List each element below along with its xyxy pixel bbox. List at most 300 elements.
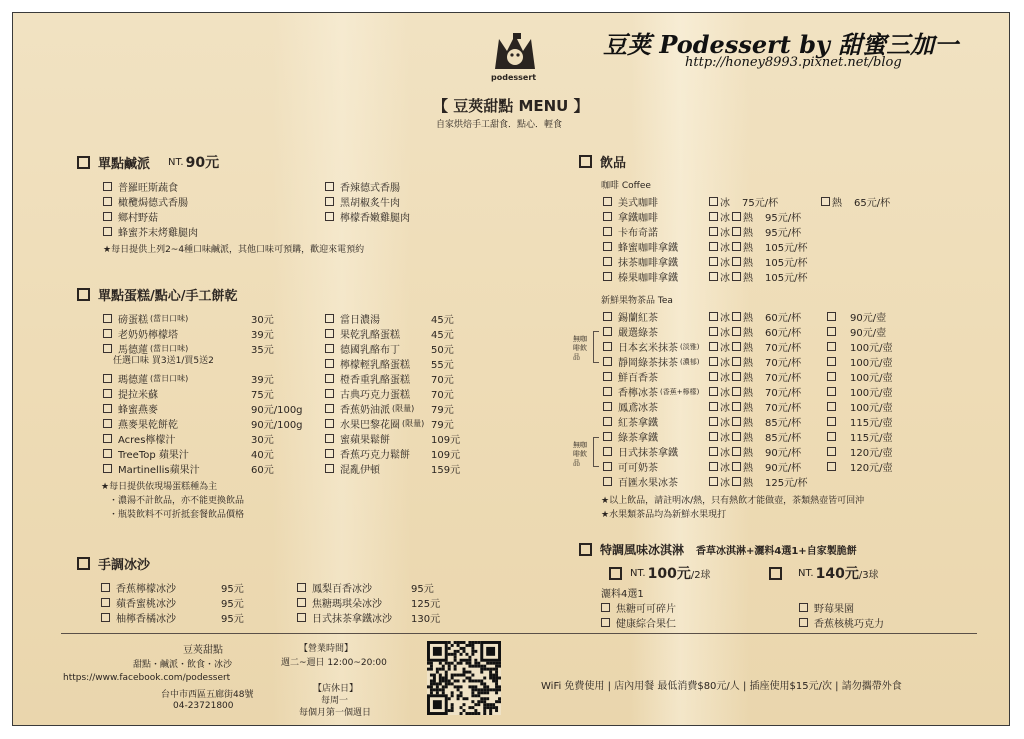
checkbox — [821, 197, 830, 206]
list-item — [603, 269, 678, 284]
item-price: 130元 — [411, 614, 441, 625]
item-name: 卡布奇諾 — [618, 228, 658, 239]
list-item: 蜂蜜芥末烤雞腿肉 — [103, 224, 198, 239]
item-name: 綠茶拿鐵 — [618, 433, 658, 444]
list-item — [603, 399, 658, 414]
facebook-link[interactable]: https://www.facebook.com/podessert — [63, 673, 231, 683]
list-item — [103, 401, 158, 416]
checkbox — [103, 182, 112, 191]
list-item — [603, 339, 699, 354]
list-item: 普羅旺斯蔬食 — [103, 179, 178, 194]
item-price: 95元/杯 — [765, 213, 802, 224]
item-name: 提拉米蘇 — [118, 390, 158, 401]
item-note: (淡雅) — [680, 342, 700, 351]
checkbox — [732, 227, 741, 236]
item-name: 檸檬輕乳酪蛋糕 — [340, 360, 410, 371]
checkbox — [732, 417, 741, 426]
item-price: 75元/杯 — [742, 198, 779, 209]
list-item — [103, 311, 188, 326]
item-price: 115元/壺 — [850, 418, 893, 429]
item-name: 嚴選綠茶 — [618, 328, 658, 339]
checkbox — [732, 342, 741, 351]
item-name: 蜜蘋果鬆餅 — [340, 435, 390, 446]
checkbox — [77, 557, 90, 570]
item-name: 鳳梨百香冰沙 — [312, 584, 372, 595]
item-price: 75元 — [251, 390, 274, 401]
item-name: 鳳鳶冰茶 — [618, 403, 658, 414]
item-name: 德國乳酪布丁 — [340, 345, 400, 356]
item-price: 79元 — [431, 420, 454, 431]
pot-option — [827, 459, 892, 474]
list-item — [603, 414, 658, 429]
item-price: 70元 — [431, 390, 454, 401]
menu-subtitle: 自家烘焙手工甜食．點心．輕食 — [436, 120, 563, 130]
item-name: 可可奶茶 — [618, 463, 658, 474]
option-label: 冰 — [720, 198, 730, 209]
item-name: 焦糖瑪琪朵冰沙 — [312, 599, 382, 610]
cakes-note-3: ・瓶裝飲料不可折抵套餐飲品價格 — [109, 510, 245, 520]
checkbox — [709, 227, 718, 236]
checkbox — [77, 156, 90, 169]
list-item: 黑胡椒炙牛肉 — [325, 194, 400, 209]
item-price: 70元 — [431, 375, 454, 386]
checkbox — [601, 603, 610, 612]
item-name: 抹茶咖啡拿鐵 — [618, 258, 678, 269]
podessert-logo — [489, 29, 549, 79]
option-label: 冰 — [720, 403, 730, 414]
ice-hot-option — [709, 324, 801, 339]
item-note: (濃郁) — [680, 357, 700, 366]
list-item — [603, 324, 658, 339]
checkbox — [609, 567, 622, 580]
option-label: 冰 — [720, 478, 730, 489]
item-price: 30元 — [251, 315, 274, 326]
section-title: 飲品 — [600, 156, 627, 171]
drinks-note-1: ★以上飲品，請註明冰/熱，只有熱飲才能做壺，茶類熱壺皆可回沖 — [601, 496, 865, 506]
list-item — [101, 580, 176, 595]
topping-item: 健康綜合果仁 — [601, 615, 676, 630]
checkbox — [103, 374, 112, 383]
list-item — [325, 341, 400, 356]
checkbox — [603, 327, 612, 336]
checkbox — [103, 389, 112, 398]
item-name: 拿鐵咖啡 — [618, 213, 658, 224]
ice-hot-option — [709, 269, 807, 284]
item-price: 90元/杯 — [765, 448, 802, 459]
item-price: 90元/壺 — [850, 313, 887, 324]
checkbox — [603, 257, 612, 266]
list-item: 檸檬香嫩雞腿肉 — [325, 209, 410, 224]
list-item — [325, 461, 380, 476]
option-label: 冰 — [720, 273, 730, 284]
checkbox — [603, 197, 612, 206]
checkbox — [827, 462, 836, 471]
bracket-divider — [593, 437, 599, 467]
option-label: 熱 — [743, 243, 753, 254]
item-name: 紅茶拿鐵 — [618, 418, 658, 429]
section-title: 單點鹹派 — [98, 156, 151, 172]
option-label: 冰 — [720, 213, 730, 224]
checkbox — [732, 357, 741, 366]
item-price: 95元/杯 — [765, 228, 802, 239]
checkbox — [325, 182, 334, 191]
item-price: 125元 — [411, 599, 441, 610]
closed-2: 每個月第一個週日 — [299, 708, 372, 718]
checkbox — [603, 447, 612, 456]
pot-option — [827, 384, 892, 399]
shop-policy: WiFi 免費使用 | 店內用餐 最低消費$80元/人 | 插座使用$15元/次 | 請勿攜帶外食 — [541, 681, 902, 692]
checkbox — [325, 344, 334, 353]
list-item — [101, 610, 176, 625]
blog-url: http://honey8993.pixnet.net/blog — [685, 55, 902, 70]
icecream-desc: 香草冰淇淋+灑料4選1+自家製脆餅 — [696, 546, 857, 557]
list-item — [325, 356, 410, 371]
item-name: 百匯水果冰茶 — [618, 478, 678, 489]
checkbox — [732, 327, 741, 336]
checkbox — [827, 327, 836, 336]
item-name: 鮮百香茶 — [618, 373, 658, 384]
checkbox — [325, 449, 334, 458]
pot-option — [827, 369, 892, 384]
pot-option — [827, 414, 892, 429]
checkbox — [709, 242, 718, 251]
checkbox — [732, 212, 741, 221]
item-price: 95元 — [221, 584, 244, 595]
list-item — [603, 474, 678, 489]
checkbox — [603, 432, 612, 441]
list-item — [325, 386, 410, 401]
item-price: 90元/壺 — [850, 328, 887, 339]
ice-hot-option — [709, 399, 801, 414]
list-item — [603, 354, 699, 369]
item-name: 蘋香蜜桃冰沙 — [116, 599, 176, 610]
checkbox — [709, 272, 718, 281]
checkbox — [101, 598, 110, 607]
option-label: 熱 — [743, 478, 753, 489]
ice-hot-option — [709, 429, 801, 444]
checkbox — [709, 327, 718, 336]
option-label: 冰 — [720, 373, 730, 384]
item-price: 30元 — [251, 435, 274, 446]
ice-hot-option — [709, 369, 801, 384]
checkbox — [709, 462, 718, 471]
checkbox — [732, 477, 741, 486]
item-name: 日本玄米抹茶 — [618, 343, 678, 354]
section-title: 特調風味冰淇淋 — [600, 543, 685, 557]
checkbox — [709, 477, 718, 486]
checkbox — [709, 357, 718, 366]
checkbox — [709, 257, 718, 266]
item-price: 100元/壺 — [850, 343, 893, 354]
checkbox — [732, 387, 741, 396]
list-item — [103, 431, 175, 446]
item-note: (限量) — [402, 419, 425, 428]
shop-address: 台中市西區五廊街48號 — [161, 690, 254, 700]
topping-item: 焦糖可可碎片 — [601, 600, 676, 615]
cakes-note-1: ★每日提供依現場蛋糕種為主 — [101, 482, 218, 492]
list-item — [103, 461, 200, 476]
item-name: 柚檸香橘冰沙 — [116, 614, 176, 625]
menu-title: 【 豆莢甜點 MENU 】 — [433, 97, 589, 115]
item-name: 磅蛋糕 — [118, 315, 148, 326]
checkbox — [101, 613, 110, 622]
icecream-option-2-scoops: NT. 100元 /2球 — [609, 563, 711, 583]
item-name: 錫蘭紅茶 — [618, 313, 658, 324]
item-price: 90元/100g — [251, 405, 303, 416]
item-price: 105元/杯 — [765, 243, 808, 254]
checkbox — [709, 312, 718, 321]
ice-hot-option — [709, 209, 801, 224]
option-label: 熱 — [743, 373, 753, 384]
item-price: 50元 — [431, 345, 454, 356]
list-item — [297, 610, 392, 625]
list-item — [325, 431, 390, 446]
checkbox — [827, 387, 836, 396]
item-name: 香蕉奶油派 — [340, 405, 390, 416]
list-item — [103, 386, 158, 401]
item-price: 125元/杯 — [765, 478, 808, 489]
checkbox — [579, 543, 592, 556]
item-price: 70元/杯 — [765, 358, 802, 369]
checkbox — [603, 272, 612, 281]
checkbox — [603, 357, 612, 366]
item-price: 65元/杯 — [854, 198, 891, 209]
item-price: 70元/杯 — [765, 343, 802, 354]
checkbox — [325, 374, 334, 383]
section-title: 單點蛋糕/點心/手工餅乾 — [98, 289, 238, 304]
option-label: 冰 — [720, 313, 730, 324]
list-item — [325, 326, 400, 341]
item-price: 79元 — [431, 405, 454, 416]
option-label: 冰 — [720, 448, 730, 459]
blog-title: 豆荚 Podessert by 甜蜜三加一 — [603, 30, 959, 59]
checkbox — [827, 417, 836, 426]
checkbox — [601, 618, 610, 627]
list-item — [603, 224, 658, 239]
checkbox — [732, 462, 741, 471]
checkbox — [103, 344, 112, 353]
item-price: 120元/壺 — [850, 448, 893, 459]
price-prefix: NT. — [168, 156, 184, 168]
checkbox — [603, 212, 612, 221]
item-name: 香蕉檸檬冰沙 — [116, 584, 176, 595]
list-item: 鄉村野菇 — [103, 209, 158, 224]
item-price: 109元 — [431, 450, 461, 461]
item-name: 橙香重乳酪蛋糕 — [340, 375, 410, 386]
item-price: 60元 — [251, 465, 274, 476]
item-name: 日式抹茶拿鐵冰沙 — [312, 614, 392, 625]
option-label: 冰 — [720, 328, 730, 339]
coffee-title: 咖啡 Coffee — [601, 181, 651, 191]
checkbox — [827, 312, 836, 321]
item-name: 水果巴黎花圈 — [340, 420, 400, 431]
list-item — [603, 429, 658, 444]
checkbox — [103, 329, 112, 338]
ice-hot-option — [709, 354, 801, 369]
checkbox — [101, 583, 110, 592]
item-price: 120元/壺 — [850, 463, 893, 474]
item-price: 55元 — [431, 360, 454, 371]
list-item — [603, 459, 658, 474]
option-label: 冰 — [720, 343, 730, 354]
pot-option — [827, 444, 892, 459]
option-label: 熱 — [743, 343, 753, 354]
option-label: 冰 — [720, 243, 730, 254]
checkbox — [827, 357, 836, 366]
checkbox — [325, 419, 334, 428]
option-label: 熱 — [743, 403, 753, 414]
checkbox — [325, 197, 334, 206]
option-label: 熱 — [743, 418, 753, 429]
checkbox — [732, 402, 741, 411]
item-name: 美式咖啡 — [618, 198, 658, 209]
item-price: 105元/杯 — [765, 258, 808, 269]
checkbox — [827, 372, 836, 381]
item-price: 70元/杯 — [765, 373, 802, 384]
checkbox — [325, 389, 334, 398]
qr-code-icon — [427, 641, 501, 719]
pot-option — [827, 309, 886, 324]
checkbox — [732, 312, 741, 321]
option-label: 熱 — [832, 198, 842, 209]
option-label: 冰 — [720, 433, 730, 444]
checkbox — [603, 462, 612, 471]
option-label: 熱 — [743, 433, 753, 444]
checkbox — [709, 342, 718, 351]
ice-hot-option — [709, 474, 807, 489]
option-label: 冰 — [720, 388, 730, 399]
item-name: 香檸冰茶 — [618, 388, 658, 399]
checkbox — [732, 432, 741, 441]
option-label: 熱 — [743, 328, 753, 339]
checkbox — [103, 314, 112, 323]
item-name: 燕麥果乾餅乾 — [118, 420, 178, 431]
checkbox — [732, 372, 741, 381]
iced-option — [709, 194, 778, 209]
list-item — [297, 595, 382, 610]
tea-title: 新鮮果物茶品 Tea — [601, 296, 673, 306]
checkbox — [709, 197, 718, 206]
item-price: 39元 — [251, 375, 274, 386]
icecream-option-3-scoops: NT. 140元 /3球 — [769, 563, 879, 583]
option-label: 熱 — [743, 258, 753, 269]
option-label: 熱 — [743, 358, 753, 369]
option-label: 熱 — [743, 388, 753, 399]
side-label-1: 無咖啡飲品 — [573, 335, 587, 361]
topping-item: 野莓果園 — [799, 600, 854, 615]
checkbox — [603, 312, 612, 321]
shop-name: 豆莢甜點 — [183, 645, 223, 656]
ice-hot-option — [709, 224, 801, 239]
list-item — [603, 369, 658, 384]
item-name: 榛果咖啡拿鐵 — [618, 273, 678, 284]
checkbox — [603, 402, 612, 411]
list-item — [103, 446, 189, 461]
checkbox — [103, 227, 112, 236]
item-price: 70元/杯 — [765, 388, 802, 399]
footer-divider — [61, 633, 977, 634]
list-item — [603, 254, 678, 269]
checkbox — [799, 603, 808, 612]
item-price: 39元 — [251, 330, 274, 341]
item-note: (當日口味) — [150, 314, 189, 323]
pot-option — [827, 399, 892, 414]
drinks-note-2: ★水果類茶品均為新鮮水果現打 — [601, 510, 727, 520]
logo-text: podessert — [491, 73, 537, 82]
ice-hot-option — [709, 309, 801, 324]
item-name: 靜岡綠茶抹茶 — [618, 358, 678, 369]
item-note: (當日口味) — [150, 374, 189, 383]
checkbox — [103, 464, 112, 473]
menu-photo — [12, 12, 1010, 726]
list-item — [103, 416, 178, 431]
ice-hot-option — [709, 459, 801, 474]
closed-1: 每周一 — [321, 696, 349, 706]
bracket-divider — [593, 331, 599, 363]
pot-option — [827, 339, 892, 354]
checkbox — [325, 329, 334, 338]
checkbox — [103, 434, 112, 443]
item-name: 瑪德蓮 — [118, 375, 148, 386]
item-price: 159元 — [431, 465, 461, 476]
list-item — [603, 444, 678, 459]
option-label: 冰 — [720, 258, 730, 269]
checkbox — [827, 432, 836, 441]
section-title: 手調冰沙 — [98, 558, 151, 573]
checkbox — [325, 434, 334, 443]
checkbox — [732, 257, 741, 266]
checkbox — [325, 212, 334, 221]
item-name: 果乾乳酪蛋糕 — [340, 330, 400, 341]
checkbox — [709, 432, 718, 441]
item-price: 95元 — [221, 599, 244, 610]
checkbox — [103, 419, 112, 428]
option-label: 熱 — [743, 313, 753, 324]
checkbox — [709, 387, 718, 396]
option-label: 熱 — [743, 228, 753, 239]
checkbox — [325, 464, 334, 473]
pot-option — [827, 324, 886, 339]
closed-title: 【店休日】 — [313, 684, 359, 694]
item-price: 60元/杯 — [765, 313, 802, 324]
item-name: 日式抹茶拿鐵 — [618, 448, 678, 459]
item-name: Acres檸檬汁 — [118, 435, 176, 446]
option-label: 熱 — [743, 273, 753, 284]
option-label: 冰 — [720, 418, 730, 429]
option-label: 冰 — [720, 463, 730, 474]
item-name: 香蕉巧克力鬆餅 — [340, 450, 410, 461]
madeleine-note: 任選口味 買3送1/買5送2 — [113, 356, 214, 366]
price: 90元 — [185, 155, 220, 171]
item-name: 蜂蜜燕麥 — [118, 405, 158, 416]
item-name: 古典巧克力蛋糕 — [340, 390, 410, 401]
item-note: (限量) — [392, 404, 415, 413]
ice-hot-option — [709, 414, 801, 429]
item-price: 40元 — [251, 450, 274, 461]
item-price: 100元/壺 — [850, 358, 893, 369]
list-item — [103, 326, 178, 341]
checkbox — [603, 477, 612, 486]
item-price: 100元/壺 — [850, 373, 893, 384]
checkbox — [603, 417, 612, 426]
item-price: 105元/杯 — [765, 273, 808, 284]
checkbox — [103, 197, 112, 206]
ice-hot-option — [709, 254, 807, 269]
checkbox — [297, 613, 306, 622]
item-name: 當日濃湯 — [340, 315, 380, 326]
toppings-title: 灑料4選1 — [601, 589, 644, 600]
list-item — [325, 401, 414, 416]
